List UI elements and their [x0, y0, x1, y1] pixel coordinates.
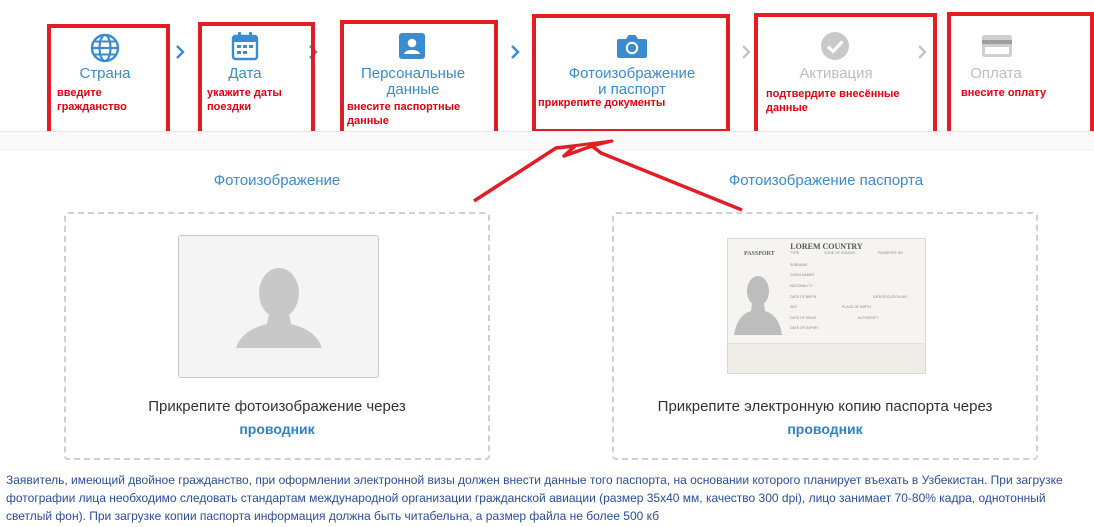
- passport-section-title: Фотоизображение паспорта: [728, 172, 924, 189]
- passport-field: IDENTIFICATION NO: [873, 295, 907, 299]
- passport-sample-image: [727, 238, 926, 374]
- step-label: Оплата: [970, 65, 1022, 82]
- step-label-line1: Фотоизображение: [568, 65, 696, 82]
- passport-field: PLACE OF BIRTH: [842, 305, 871, 309]
- passport-doc-label: PASSPORT: [744, 251, 775, 257]
- passport-field: SEX: [790, 305, 798, 309]
- person-silhouette-icon: [234, 260, 324, 350]
- step-label: Дата: [228, 65, 262, 82]
- passport-dropzone[interactable]: [612, 212, 1038, 460]
- passport-field: GIVEN NAMES: [790, 273, 815, 277]
- step-label: Активация: [799, 65, 873, 82]
- passport-browse-link[interactable]: проводник: [787, 421, 863, 437]
- passport-field: CODE OF ISSUING: [824, 251, 856, 255]
- passport-field: TYPE: [790, 251, 800, 255]
- step-annotation: подтвердите внесённые данные: [766, 88, 900, 114]
- photo-placeholder: [178, 235, 379, 378]
- photo-browse-link[interactable]: проводник: [239, 421, 315, 437]
- step-annotation: введите гражданство: [57, 87, 127, 113]
- passport-field: PASSPORT NO: [878, 251, 903, 255]
- step-label-line1: Персональные: [360, 65, 466, 82]
- passport-mrz-band: [728, 343, 925, 374]
- passport-field: DATE OF EXPIRY: [790, 326, 819, 330]
- passport-field: DATE OF BIRTH: [790, 295, 817, 299]
- step-label-line2: данные: [386, 81, 440, 98]
- photo-section-title: Фотоизображение: [213, 172, 341, 189]
- step-annotation: внесите паспортные данные: [347, 101, 461, 127]
- step-label-line2: и паспорт: [598, 81, 666, 98]
- passport-field: DATE OF ISSUE: [790, 316, 817, 320]
- step-annotation: прикрепите документы: [538, 97, 666, 109]
- step-annotation: укажите даты поездки: [207, 87, 282, 113]
- passport-field: AUTHORITY: [858, 316, 879, 320]
- passport-field: SURNAME: [790, 263, 808, 267]
- passport-country: LOREM COUNTRY: [790, 242, 863, 251]
- requirements-note: Заявитель, имеющий двойное гражданство, при оформлении электронной визы должен внести данные того паспорта, на основании которого планирует въехать в Узбекистан. При загрузке фотографии лица необходимо следовать стандартам международной организации гражданской авиации (размер 35x40 мм, качество 300 dpi), лицо занимает 70-80% кадра, однотонный светлый фон). При загрузке копии паспорта информация должна быть читабельна, а размер файла не более 500 кб: [6, 473, 1063, 523]
- passport-photo-silhouette-icon: [734, 269, 782, 335]
- photo-dropzone[interactable]: [64, 212, 490, 460]
- passport-field: NATIONALITY: [790, 284, 813, 288]
- step-label: Страна: [79, 65, 131, 82]
- photo-instruction: Прикрепите фотоизображение через: [148, 398, 406, 415]
- passport-instruction: Прикрепите электронную копию паспорта через: [657, 398, 993, 415]
- step-annotation: внесите оплату: [961, 87, 1047, 99]
